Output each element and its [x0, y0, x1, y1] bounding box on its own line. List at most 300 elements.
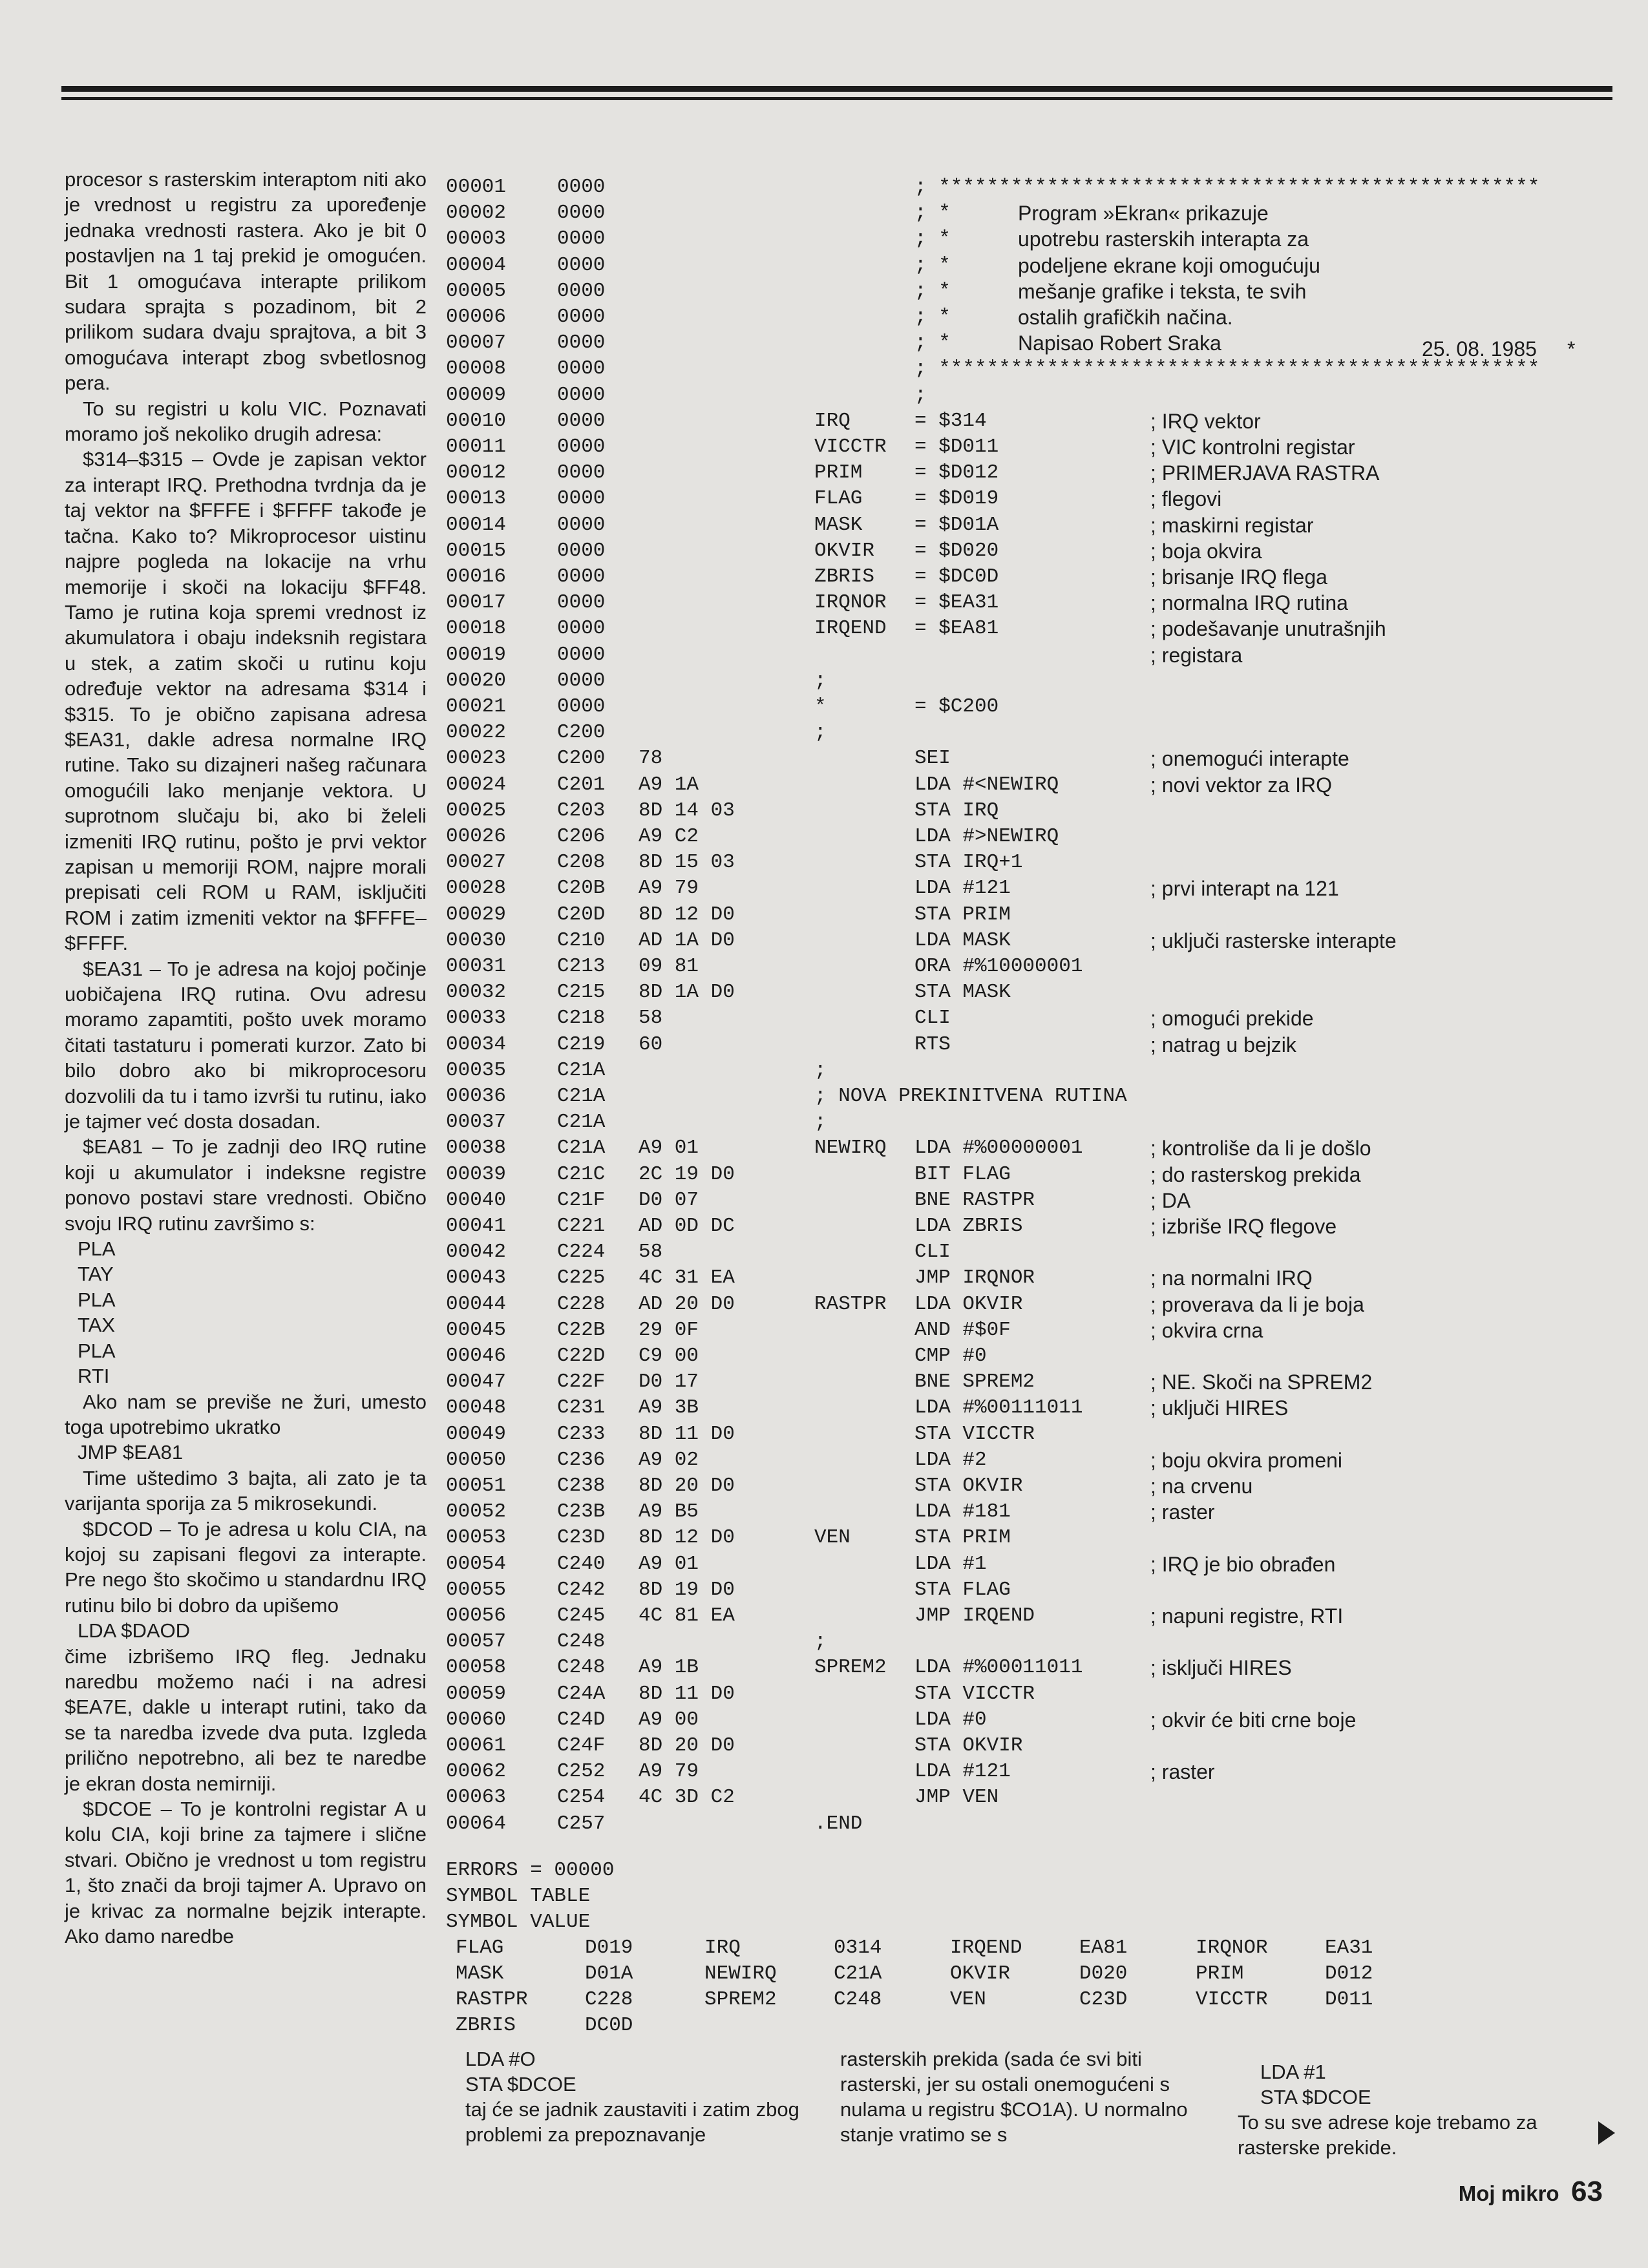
- symbol-row: [446, 1987, 1583, 2013]
- bytes: 8D 11 D0: [639, 1422, 735, 1445]
- listing-line: [446, 694, 1583, 720]
- text-paragraph: To su sve adrese koje trebamo za rasterske prekide.: [1238, 2111, 1537, 2159]
- line-number: 00005: [446, 279, 507, 302]
- line-number: 00052: [446, 1500, 507, 1524]
- listing-line: [446, 1084, 1583, 1109]
- operand: STA OKVIR: [914, 1475, 1023, 1497]
- bottom-column-2: [840, 2046, 1202, 2147]
- operand: LDA #181: [914, 1500, 1011, 1524]
- line-number: 00037: [446, 1111, 507, 1134]
- address: C224: [557, 1241, 606, 1264]
- line-number: 00012: [446, 461, 507, 485]
- line-number: 00001: [446, 176, 507, 198]
- listing-line: [446, 486, 1583, 512]
- operand: ;: [914, 383, 927, 406]
- comment: ; boja okvira: [1150, 539, 1262, 563]
- header-text: podeljene ekrane koji omogućuju: [1018, 253, 1320, 277]
- line-number: 00010: [446, 409, 507, 432]
- listing-line: [446, 1369, 1583, 1395]
- comment: ; maskirni registar: [1150, 513, 1314, 537]
- comment: ; brisanje IRQ flega: [1150, 565, 1327, 589]
- address: 0000: [557, 643, 606, 666]
- label: SPREM2: [814, 1656, 887, 1679]
- address: 0000: [557, 591, 606, 614]
- symbol-value: D020: [1079, 1962, 1128, 1985]
- operand: CMP #0: [914, 1345, 987, 1367]
- listing-line: [446, 278, 1583, 304]
- listing-line: [446, 1525, 1583, 1551]
- address: 0000: [557, 617, 606, 640]
- operand: JMP VEN: [914, 1786, 999, 1809]
- bytes: A9 79: [639, 1760, 699, 1783]
- bytes: 8D 12 D0: [639, 903, 735, 926]
- listing-line: [446, 1032, 1583, 1058]
- operand: STA PRIM: [914, 903, 1011, 926]
- label: VEN: [814, 1526, 850, 1549]
- operand: LDA #%00011011: [914, 1656, 1083, 1679]
- operand: LDA #2: [914, 1448, 987, 1471]
- listing-line: [446, 1655, 1583, 1681]
- line-number: 00018: [446, 617, 507, 640]
- address: C200: [557, 721, 606, 744]
- errors-line: [446, 1858, 1583, 1884]
- bytes: 8D 19 D0: [639, 1578, 735, 1601]
- operand: ; *: [914, 227, 951, 251]
- bytes: 8D 1A D0: [639, 981, 735, 1004]
- listing-line: [446, 1135, 1583, 1161]
- operand: ; *: [914, 279, 951, 302]
- address: C233: [557, 1422, 606, 1445]
- bytes: AD 0D DC: [639, 1215, 735, 1237]
- text-paragraph: STA $DCOE: [465, 2073, 576, 2095]
- line-number: 00036: [446, 1085, 507, 1108]
- comment: ; raster: [1150, 1500, 1215, 1524]
- address: C242: [557, 1578, 606, 1601]
- operand: STA FLAG: [914, 1578, 1011, 1601]
- operand: = $D020: [914, 539, 999, 562]
- bytes: 2C 19 D0: [639, 1162, 735, 1186]
- bytes: 58: [639, 1241, 663, 1264]
- line-number: 00061: [446, 1734, 507, 1757]
- operand: = $D011: [914, 436, 999, 458]
- listing-line: [446, 1005, 1583, 1031]
- symbol-row: [446, 1935, 1583, 1961]
- line-number: 00057: [446, 1630, 507, 1654]
- operand: CLI: [914, 1007, 951, 1030]
- address: 0000: [557, 227, 606, 251]
- address: C24A: [557, 1682, 606, 1705]
- line-number: 00044: [446, 1292, 507, 1316]
- address: C21F: [557, 1188, 606, 1212]
- listing-line: [446, 1058, 1583, 1084]
- bytes: A9 00: [639, 1708, 699, 1731]
- line-number: 00042: [446, 1241, 507, 1264]
- comment: ; raster: [1150, 1760, 1215, 1784]
- label: IRQ: [814, 409, 850, 432]
- operand: CLI: [914, 1241, 951, 1264]
- line-number: 00015: [446, 539, 507, 562]
- bytes: 4C 81 EA: [639, 1604, 735, 1627]
- listing-line: [446, 1681, 1583, 1707]
- listing-line: [446, 1395, 1583, 1421]
- label: IRQNOR: [814, 591, 887, 614]
- bytes: 58: [639, 1007, 663, 1030]
- bytes: 8D 14 03: [639, 799, 735, 822]
- address: C218: [557, 1007, 606, 1030]
- line-number: 00064: [446, 1812, 507, 1835]
- listing-line: [446, 434, 1583, 460]
- symbol-name: FLAG: [456, 1937, 504, 1959]
- listing-line: [446, 1343, 1583, 1369]
- listing-line: [446, 174, 1583, 200]
- label: ; NOVA PREKINITVENA RUTINA: [814, 1085, 1127, 1108]
- bytes: 8D 20 D0: [639, 1734, 735, 1757]
- comment: ; kontroliše da li je došlo: [1150, 1137, 1371, 1160]
- line-number: 00033: [446, 1007, 507, 1030]
- listing-line: [446, 304, 1583, 330]
- comment: ; okvira crna: [1150, 1318, 1263, 1342]
- address: 0000: [557, 513, 606, 536]
- label: ;: [814, 721, 827, 744]
- symbol-name: IRQNOR: [1196, 1937, 1268, 1959]
- address: C21A: [557, 1137, 606, 1160]
- address: 0000: [557, 279, 606, 302]
- operand: LDA MASK: [914, 929, 1011, 952]
- line-number: 00048: [446, 1396, 507, 1420]
- line-number: 00003: [446, 227, 507, 251]
- errors-text: ERRORS = 00000: [446, 1859, 615, 1882]
- operand: LDA #121: [914, 877, 1011, 900]
- text-paragraph: LDA #O: [465, 2048, 536, 2070]
- listing-line: [446, 720, 1583, 746]
- line-number: 00008: [446, 357, 507, 381]
- comment: ; NE. Skoči na SPREM2: [1150, 1370, 1373, 1394]
- line-number: 00017: [446, 591, 507, 614]
- bytes: A9 01: [639, 1552, 699, 1575]
- listing-line: [446, 1499, 1583, 1525]
- listing-line: [446, 902, 1583, 928]
- text-paragraph: čime izbrišemo IRQ fleg. Jednaku naredbu možemo naći i na adresi $EA7E, dakle u interapt rutini, tako da se ta naredba izvede dva puta. Izgleda prilično nepotrebno, ali bez te naredbe je ekran dosta nemirniji.: [65, 1644, 427, 1795]
- address: 0000: [557, 565, 606, 588]
- address: C238: [557, 1475, 606, 1497]
- operand: BNE RASTPR: [914, 1188, 1035, 1212]
- address: C254: [557, 1786, 606, 1809]
- line-number: 00045: [446, 1318, 507, 1341]
- text-paragraph: Time uštedimo 3 bajta, ali zato je ta varijanta sporija za 5 mikrosekundi.: [65, 1466, 427, 1515]
- listing-line: [446, 1785, 1583, 1811]
- address: C219: [557, 1033, 606, 1056]
- symbol-value: C21A: [834, 1962, 882, 1985]
- header-date-star: *: [1567, 337, 1576, 361]
- line-number: 00002: [446, 202, 507, 225]
- bytes: 8D 20 D0: [639, 1475, 735, 1497]
- comment: ; proverava da li je boja: [1150, 1292, 1364, 1316]
- symbol-row: [446, 1961, 1583, 1987]
- address: C240: [557, 1552, 606, 1575]
- label: MASK: [814, 513, 863, 536]
- bytes: C9 00: [639, 1345, 699, 1367]
- line-number: 00054: [446, 1552, 507, 1575]
- comment: ; VIC kontrolni registar: [1150, 436, 1355, 459]
- listing-line: [446, 1292, 1583, 1318]
- line-number: 00022: [446, 721, 507, 744]
- comment: ; normalna IRQ rutina: [1150, 591, 1348, 615]
- listing-line: [446, 642, 1583, 668]
- bytes: A9 1B: [639, 1656, 699, 1679]
- address: C257: [557, 1812, 606, 1835]
- comment: ; registara: [1150, 643, 1243, 667]
- line-number: 00026: [446, 825, 507, 848]
- line-number: 00009: [446, 383, 507, 406]
- line-number: 00051: [446, 1475, 507, 1497]
- label: FLAG: [814, 487, 863, 510]
- listing-line: [446, 1551, 1583, 1577]
- symbol-name: MASK: [456, 1962, 504, 1985]
- bottom-column-3: [1238, 2059, 1612, 2160]
- top-rule: [61, 86, 1612, 92]
- label: ;: [814, 669, 827, 692]
- line-number: 00030: [446, 929, 507, 952]
- text-paragraph: TAX: [78, 1314, 115, 1337]
- listing-line: [446, 850, 1583, 876]
- line-number: 00062: [446, 1760, 507, 1783]
- line-number: 00047: [446, 1370, 507, 1394]
- address: C248: [557, 1630, 606, 1654]
- text-paragraph: $314–$315 – Ovde je zapisan vektor za interapt IRQ. Prethodna tvrdnja da je taj vektor na $FFFE i $FFFF takođe je tačna. Kako to? Mikroprocesor uistinu najpre pogleda na lokacije na vrhu memorije i skoči na lokaciju $FF48. Tamo je rutina koja spremi vrednost iz akumulatora i obaju indeksnih registara u stek, a zatim skoči u rutinu koju određuje vektor na adresama $314 i $315. To je obično zapisana adresa $EA31, dakle adresa normalne IRQ rutine. Tako su dizajneri našeg računara omogućili lako menjanje vektora. U suprotnom slučaju bi, ako bi želeli izmeniti IRQ rutinu, pošto je prvi vektor zapisan u memoriji ROM, najpre morali prepisati celi ROM u RAM, isključiti ROM i zatim izmeniti vektor na $FFFE–$FFFF.: [65, 448, 427, 955]
- address: C248: [557, 1656, 606, 1679]
- address: C203: [557, 799, 606, 822]
- label: PRIM: [814, 461, 863, 485]
- comment: ; do rasterskog prekida: [1150, 1162, 1361, 1186]
- address: 0000: [557, 695, 606, 718]
- address: C206: [557, 825, 606, 848]
- bytes: 8D 12 D0: [639, 1526, 735, 1549]
- comment: ; novi vektor za IRQ: [1150, 773, 1332, 797]
- listing-line: [446, 824, 1583, 850]
- label: *: [814, 695, 827, 718]
- text-paragraph: PLA: [78, 1339, 116, 1362]
- symbol-value: EA81: [1079, 1937, 1128, 1959]
- text-paragraph: To su registri u kolu VIC. Poznavati moramo još nekoliko drugih adresa:: [65, 397, 427, 446]
- bytes: 60: [639, 1033, 663, 1056]
- operand: LDA #%00111011: [914, 1396, 1083, 1420]
- symbol-value: C23D: [1079, 1988, 1128, 2011]
- listing-line: [446, 460, 1583, 486]
- comment: ; isključi HIRES: [1150, 1656, 1292, 1680]
- address: C213: [557, 955, 606, 978]
- listing-line: [446, 772, 1583, 798]
- listing-line: [446, 1733, 1583, 1759]
- symbol-row: [446, 2013, 1583, 2039]
- listing-line: [446, 1447, 1583, 1473]
- line-number: 00032: [446, 981, 507, 1004]
- line-number: 00006: [446, 306, 507, 328]
- address: 0000: [557, 202, 606, 225]
- listing-line: [446, 1318, 1583, 1343]
- listing-line: [446, 668, 1583, 694]
- bytes: 8D 11 D0: [639, 1682, 735, 1705]
- address: C23D: [557, 1526, 606, 1549]
- operand: = $314: [914, 409, 987, 432]
- address: C21A: [557, 1085, 606, 1108]
- symbol-name: VICCTR: [1196, 1988, 1268, 2011]
- operand: LDA #%00000001: [914, 1137, 1083, 1160]
- line-number: 00020: [446, 669, 507, 692]
- listing-line: [446, 590, 1583, 616]
- address: C245: [557, 1604, 606, 1627]
- listing-line: [446, 1707, 1583, 1733]
- operand: STA MASK: [914, 981, 1011, 1004]
- operand: ; *: [914, 202, 951, 225]
- listing-line: [446, 408, 1583, 434]
- address: 0000: [557, 409, 606, 432]
- line-number: 00031: [446, 955, 507, 978]
- label: .END: [814, 1812, 863, 1835]
- operand: LDA OKVIR: [914, 1292, 1023, 1316]
- address: 0000: [557, 487, 606, 510]
- operand: SEI: [914, 747, 951, 770]
- line-number: 00011: [446, 436, 507, 458]
- line-number: 00034: [446, 1033, 507, 1056]
- operand: = $EA81: [914, 617, 999, 640]
- listing-line: [446, 200, 1583, 226]
- address: C22D: [557, 1345, 606, 1367]
- bytes: D0 17: [639, 1370, 699, 1394]
- text-paragraph: PLA: [78, 1288, 116, 1311]
- listing-line: [446, 1603, 1583, 1629]
- comment: ; boju okvira promeni: [1150, 1448, 1343, 1472]
- bytes: A9 3B: [639, 1396, 699, 1420]
- address: 0000: [557, 461, 606, 485]
- bytes: A9 C2: [639, 825, 699, 848]
- address: 0000: [557, 306, 606, 328]
- listing-line: [446, 1109, 1583, 1135]
- comment: ; IRQ vektor: [1150, 409, 1261, 433]
- address: 0000: [557, 331, 606, 355]
- text-paragraph: Ako nam se previše ne žuri, umesto toga upotrebimo ukratko: [65, 1390, 427, 1438]
- line-number: 00060: [446, 1708, 507, 1731]
- line-number: 00007: [446, 331, 507, 355]
- label: OKVIR: [814, 539, 875, 562]
- comment: ; podešavanje unutrašnjih: [1150, 617, 1386, 641]
- text-paragraph: taj će se jadnik zaustaviti i zatim zbog problemi za prepoznavanje: [465, 2098, 799, 2146]
- address: C23B: [557, 1500, 606, 1524]
- page-number: 63: [1571, 2176, 1603, 2207]
- address: 0000: [557, 539, 606, 562]
- operand: = $D01A: [914, 513, 999, 536]
- label: ;: [814, 1058, 827, 1082]
- symbol-value: D012: [1325, 1962, 1373, 1985]
- operand: = $D019: [914, 487, 999, 510]
- operand: = $D012: [914, 461, 999, 485]
- listing-line: [446, 330, 1583, 356]
- label: NEWIRQ: [814, 1137, 887, 1160]
- listing-line: [446, 1213, 1583, 1239]
- listing-line: [446, 1473, 1583, 1499]
- line-number: 00019: [446, 643, 507, 666]
- header-text: Napisao Robert Sraka: [1018, 331, 1221, 355]
- listing-line: [446, 1811, 1583, 1837]
- symbol-table-title-text: SYMBOL TABLE: [446, 1885, 591, 1907]
- comment: ; onemogući interapte: [1150, 747, 1349, 771]
- listing-line: [446, 954, 1583, 980]
- line-number: 00038: [446, 1137, 507, 1160]
- line-number: 00058: [446, 1656, 507, 1679]
- text-paragraph: RTI: [78, 1365, 110, 1388]
- symbol-value: C228: [585, 1988, 633, 2011]
- text-paragraph: JMP $EA81: [78, 1441, 184, 1464]
- line-number: 00059: [446, 1682, 507, 1705]
- line-number: 00027: [446, 851, 507, 874]
- line-number: 00055: [446, 1578, 507, 1601]
- bytes: A9 1A: [639, 773, 699, 796]
- address: C208: [557, 851, 606, 874]
- operand: STA VICCTR: [914, 1422, 1035, 1445]
- line-number: 00035: [446, 1058, 507, 1082]
- comment: ; DA: [1150, 1188, 1191, 1212]
- bytes: 8D 15 03: [639, 851, 735, 874]
- line-number: 00029: [446, 903, 507, 926]
- address: C21C: [557, 1162, 606, 1186]
- line-number: 00049: [446, 1422, 507, 1445]
- comment: ; IRQ je bio obrađen: [1150, 1552, 1336, 1576]
- text-paragraph: TAY: [78, 1263, 114, 1286]
- bytes: A9 01: [639, 1137, 699, 1160]
- label: IRQEND: [814, 617, 887, 640]
- bytes: 4C 3D C2: [639, 1786, 735, 1809]
- operand: ORA #%10000001: [914, 955, 1083, 978]
- page-footer: [1459, 2176, 1603, 2208]
- text-paragraph: $EA31 – To je adresa na kojoj počinje uobičajena IRQ rutina. Ovu adresu moramo zapamtiti, pošto uvek moramo čitati tastaturu i pomerati kurzor. Zato bi bilo dobro ako bi mikroprocesoru dozvolili da tu i tamo izvrši tu rutinu, iako je tajmer već dosta dosadan.: [65, 957, 427, 1133]
- comment: ; napuni registre, RTI: [1150, 1604, 1344, 1628]
- operand: LDA #121: [914, 1760, 1011, 1783]
- address: C21A: [557, 1058, 606, 1082]
- comment: ; na normalni IRQ: [1150, 1266, 1313, 1290]
- line-number: 00028: [446, 877, 507, 900]
- bytes: 09 81: [639, 955, 699, 978]
- line-number: 00004: [446, 253, 507, 277]
- line-number: 00025: [446, 799, 507, 822]
- address: C24D: [557, 1708, 606, 1731]
- bytes: D0 07: [639, 1188, 699, 1212]
- bytes: AD 1A D0: [639, 929, 735, 952]
- address: C24F: [557, 1734, 606, 1757]
- listing-line: [446, 1629, 1583, 1655]
- address: 0000: [557, 669, 606, 692]
- listing-line: [446, 512, 1583, 538]
- bytes: 4C 31 EA: [639, 1266, 735, 1290]
- operand: ; *: [914, 331, 951, 355]
- operand: BNE SPREM2: [914, 1370, 1035, 1394]
- operand: LDA #>NEWIRQ: [914, 825, 1059, 848]
- header-date: 25. 08. 1985: [1422, 337, 1537, 361]
- line-number: 00056: [446, 1604, 507, 1627]
- operand: = $DC0D: [914, 565, 999, 588]
- operand: STA VICCTR: [914, 1682, 1035, 1705]
- comment: ; uključi rasterske interapte: [1150, 929, 1397, 952]
- listing-line: [446, 1239, 1583, 1265]
- address: C231: [557, 1396, 606, 1420]
- symbol-name: VEN: [950, 1988, 986, 2011]
- operand: ; *: [914, 306, 951, 328]
- operand: STA OKVIR: [914, 1734, 1023, 1757]
- address: 0000: [557, 436, 606, 458]
- listing-line: [446, 798, 1583, 824]
- comment: ; na crvenu: [1150, 1475, 1253, 1498]
- symbol-value: DC0D: [585, 2014, 633, 2037]
- comment: ; okvir će biti crne boje: [1150, 1708, 1357, 1732]
- label: RASTPR: [814, 1292, 887, 1316]
